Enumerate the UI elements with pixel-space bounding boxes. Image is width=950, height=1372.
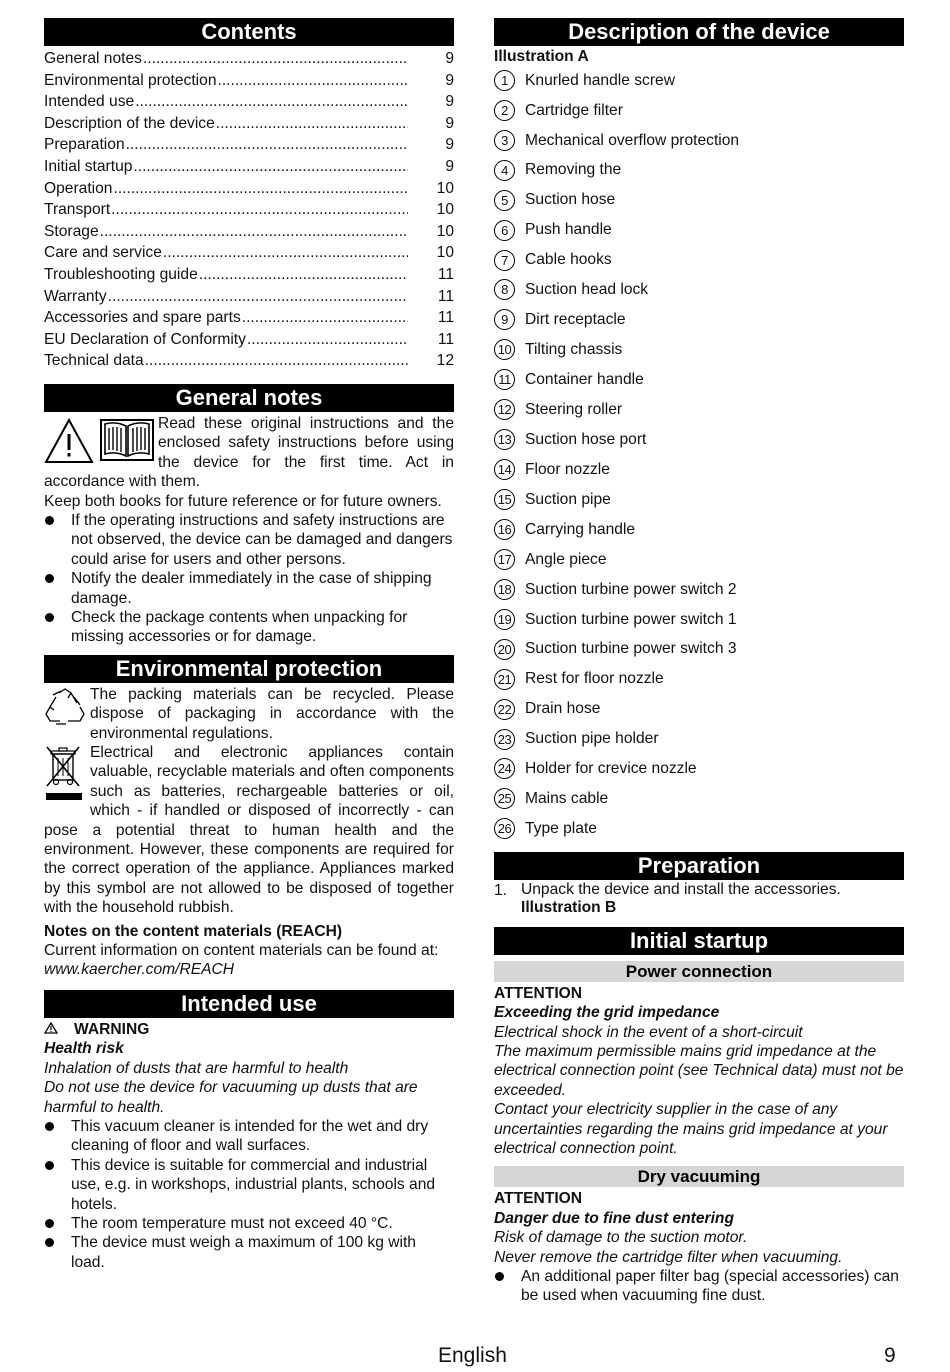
toc-dot-leader [199,264,408,286]
part-number-badge: 12 [494,399,515,420]
power-connection-section [494,984,904,1159]
toc-page-number: 9 [445,136,454,154]
attention-label: ATTENTION [494,984,583,1002]
toc-row[interactable] [44,329,454,351]
toc-page-number: 10 [436,179,454,197]
preparation-step: Unpack the device and install the accessories. [521,880,841,898]
toc-label: Accessories and spare parts [44,309,241,327]
weee-bin-icon [44,744,84,809]
part-label: Drain hose [525,700,601,718]
preparation-heading: Preparation [494,852,904,880]
device-part-item [494,335,904,365]
toc-label: Operation [44,179,113,197]
device-part-item [494,485,904,515]
toc-page-number: 12 [436,352,454,370]
toc-label: Troubleshooting guide [44,265,198,283]
dry-vacuuming-section [494,1189,904,1305]
reach-heading: Notes on the content materials (REACH) [44,922,343,940]
max-impedance-text: The maximum permissible mains grid impedance at the electrical connection point (see Technical data) must not be exceeded. [494,1043,904,1099]
contents-heading: Contents [44,18,454,46]
part-label: Angle piece [525,550,607,568]
toc-dot-leader [218,70,409,92]
toc-row[interactable] [44,48,454,70]
environmental-heading: Environmental protection [44,655,454,683]
toc-page-number: 9 [445,50,454,67]
preparation-section [494,881,904,917]
part-number-badge: 25 [494,788,515,809]
part-number-badge: 23 [494,729,515,750]
device-part-item [494,305,904,335]
toc-dot-leader [145,350,408,372]
paper-filter-bullet: An additional paper filter bag (special accessories) can be used when vacuuming fine dust. [494,1267,904,1306]
part-number-badge: 2 [494,100,515,121]
device-part-item [494,604,904,634]
bullet-item: This vacuum cleaner is intended for the wet and dry cleaning of floor and wall surfaces. [44,1117,454,1156]
toc-dot-leader [133,156,408,178]
part-label: Type plate [525,820,597,838]
toc-label: Storage [44,222,99,240]
part-number-badge: 5 [494,190,515,211]
warning-line [44,1020,454,1039]
toc-label: Care and service [44,244,162,262]
toc-label: Initial startup [44,157,133,175]
part-label: Rest for floor nozzle [525,670,664,688]
toc-dot-leader [247,329,408,351]
part-number-badge: 16 [494,519,515,540]
device-part-item [494,455,904,485]
device-part-item [494,275,904,305]
part-number-badge: 13 [494,429,515,450]
reach-link[interactable]: www.kaercher.com/REACH [44,961,235,979]
part-label: Dirt receptacle [525,311,626,329]
part-label: Suction head lock [525,281,649,299]
intended-use-section [44,1020,454,1272]
bullet-item: Notify the dealer immediately in the case of shipping damage. [44,569,454,608]
part-label: Suction turbine power switch 1 [525,610,737,628]
device-part-item [494,185,904,215]
toc-row[interactable] [44,156,454,178]
device-part-item [494,95,904,125]
part-label: Mechanical overflow protection [525,131,740,149]
grid-impedance-heading: Exceeding the grid impedance [494,1004,720,1022]
device-part-item [494,754,904,784]
intended-use-heading: Intended use [44,990,454,1018]
illustration-b-label: Illustration B [521,898,617,916]
electrical-text: Electrical and electronic appliances contain valuable, recyclable materials and often components such as batteries, rechargeable batteries or oil, which - if handled or disposed of incorrectly - can pose a potential threat to human health and the environment. However, these components are required for the correct operation of the appliance. Appliances marked by this symbol are not allowed to be disposed of together with the household rubbish. [44,744,454,917]
toc-dot-leader [108,286,408,308]
part-label: Suction pipe [525,490,611,508]
risk-text: Risk of damage to the suction motor. [494,1229,748,1247]
part-label: Container handle [525,371,644,389]
part-number-badge: 20 [494,639,515,660]
device-part-item [494,664,904,694]
toc-label: Description of the device [44,114,215,132]
general-notes-heading: General notes [44,384,454,412]
device-part-item [494,245,904,275]
part-label: Mains cable [525,790,609,808]
health-risk: Health risk [44,1040,124,1058]
part-number-badge: 18 [494,579,515,600]
toc-row[interactable] [44,221,454,243]
warning-small-icon [44,1020,58,1039]
contact-text: Contact your electricity supplier in the case of any uncertainties regarding the mains grid impedance at your electrical connection point. [494,1101,888,1158]
part-label: Knurled handle screw [525,71,675,89]
toc-page-number: 10 [436,222,454,240]
part-number-badge: 14 [494,459,515,480]
toc-page-number: 9 [445,71,454,89]
device-parts-list [494,65,904,843]
toc-row[interactable] [44,264,454,286]
part-label: Removing the [525,161,622,179]
device-part-item [494,215,904,245]
part-number-badge: 10 [494,339,515,360]
device-part-item [494,155,904,185]
part-number-badge: 6 [494,220,515,241]
bullet-item: This device is suitable for commercial and industrial use, e.g. in workshops, industrial plants, schools and hotels. [44,1156,454,1214]
warning-triangle-icon [44,418,94,469]
device-part-item [494,125,904,155]
toc-dot-leader [143,48,408,70]
toc-page-number: 11 [437,287,454,305]
device-part-item [494,574,904,604]
toc-row[interactable] [44,242,454,264]
never-remove-text: Never remove the cartridge filter when vacuuming. [494,1248,843,1266]
part-label: Suction turbine power switch 2 [525,580,737,598]
toc-label: Transport [44,201,111,219]
toc-label: Warranty [44,287,107,305]
illustration-a-label: Illustration A [494,48,589,65]
reach-paragraph [44,941,454,980]
toc-label: General notes [44,50,142,67]
toc-page-number: 11 [437,330,454,348]
description-heading: Description of the device [494,18,904,46]
toc-row[interactable] [44,70,454,92]
part-number-badge: 17 [494,549,515,570]
part-number-badge: 1 [494,70,515,91]
dry-vacuuming-heading: Dry vacuuming [494,1166,904,1187]
shock-text: Electrical shock in the event of a short-circuit [494,1023,803,1041]
part-label: Suction pipe holder [525,730,659,748]
device-part-item [494,65,904,95]
power-connection-heading: Power connection [494,961,904,982]
attention-label: ATTENTION [494,1190,583,1208]
part-number-badge: 11 [494,369,515,390]
toc-page-number: 11 [437,309,454,327]
toc-page-number: 9 [445,157,454,175]
environmental-section [44,685,454,980]
part-label: Floor nozzle [525,460,610,478]
part-number-badge: 9 [494,309,515,330]
table-of-contents [44,48,454,372]
part-number-badge: 26 [494,818,515,839]
footer-language: English [438,1344,507,1367]
toc-row[interactable] [44,134,454,156]
part-number-badge: 21 [494,669,515,690]
part-number-badge: 4 [494,160,515,181]
part-number-badge: 24 [494,758,515,779]
toc-label: Intended use [44,93,135,111]
inhalation-text: Inhalation of dusts that are harmful to health [44,1059,349,1077]
footer-page-number: 9 [884,1344,896,1367]
right-column [494,18,904,1306]
bullet-item: The room temperature must not exceed 40 °C. [44,1214,454,1233]
toc-row[interactable] [44,178,454,200]
do-not-text: Do not use the device for vacuuming up dusts that are harmful to health. [44,1079,418,1116]
part-number-badge: 19 [494,609,515,630]
part-number-badge: 3 [494,130,515,151]
device-part-item [494,814,904,844]
toc-label: Environmental protection [44,71,217,89]
toc-row[interactable] [44,113,454,135]
toc-dot-leader [135,91,408,113]
device-part-item [494,694,904,724]
device-part-item [494,634,904,664]
toc-row[interactable] [44,286,454,308]
toc-page-number: 11 [437,265,454,283]
toc-label: Preparation [44,136,125,154]
device-part-item [494,425,904,455]
bullet-item: The device must weigh a maximum of 100 kg with load. [44,1233,454,1272]
part-label: Suction hose port [525,430,647,448]
toc-label: Technical data [44,352,144,370]
left-column [44,18,454,1272]
general-notes-intro: Read these original instructions and the enclosed safety instructions before using the device for the first time. Act in accordance with them. [44,414,454,491]
part-label: Cartridge filter [525,101,623,119]
part-label: Suction turbine power switch 3 [525,640,737,658]
device-part-item [494,514,904,544]
toc-row[interactable] [44,307,454,329]
part-number-badge: 22 [494,699,515,720]
bullet-item: Check the package contents when unpacking for missing accessories or for damage. [44,608,454,647]
toc-page-number: 10 [436,244,454,262]
toc-dot-leader [126,134,408,156]
part-label: Cable hooks [525,251,612,269]
toc-row[interactable] [44,91,454,113]
part-number-badge: 15 [494,489,515,510]
fine-dust-heading: Danger due to fine dust entering [494,1209,734,1227]
general-notes-keep: Keep both books for future reference or for future owners. [44,492,442,510]
part-number-badge: 7 [494,250,515,271]
toc-page-number: 9 [445,93,454,111]
toc-dot-leader [216,113,408,135]
device-part-item [494,544,904,574]
part-label: Tilting chassis [525,341,623,359]
reach-text: Current information on content materials can be found at: [44,942,439,960]
part-label: Carrying handle [525,520,636,538]
device-part-item [494,365,904,395]
manual-book-icon [100,418,154,467]
part-label: Steering roller [525,400,623,418]
toc-dot-leader [113,178,408,200]
toc-dot-leader [100,221,408,243]
toc-dot-leader [111,199,408,221]
toc-row[interactable] [44,199,454,221]
recycling-icon [44,687,86,732]
toc-row[interactable] [44,350,454,372]
toc-page-number: 10 [436,201,454,219]
part-label: Holder for crevice nozzle [525,760,697,778]
toc-dot-leader [163,242,408,264]
warning-label: WARNING [74,1020,150,1038]
toc-label: EU Declaration of Conformity [44,330,246,348]
device-part-item [494,395,904,425]
initial-startup-heading: Initial startup [494,927,904,955]
part-label: Push handle [525,221,612,239]
part-number-badge: 8 [494,279,515,300]
device-part-item [494,724,904,754]
general-notes-section [44,414,454,647]
toc-dot-leader [242,307,408,329]
step-number: 1. [494,881,508,899]
device-part-item [494,784,904,814]
part-label: Suction hose [525,191,616,209]
packing-text: The packing materials can be recycled. Please dispose of packaging in accordance with the environmental regulations. [90,685,454,742]
toc-page-number: 9 [445,114,454,132]
bullet-item: If the operating instructions and safety instructions are not observed, the device can be damaged and dangers could arise for users and other persons. [44,511,454,569]
